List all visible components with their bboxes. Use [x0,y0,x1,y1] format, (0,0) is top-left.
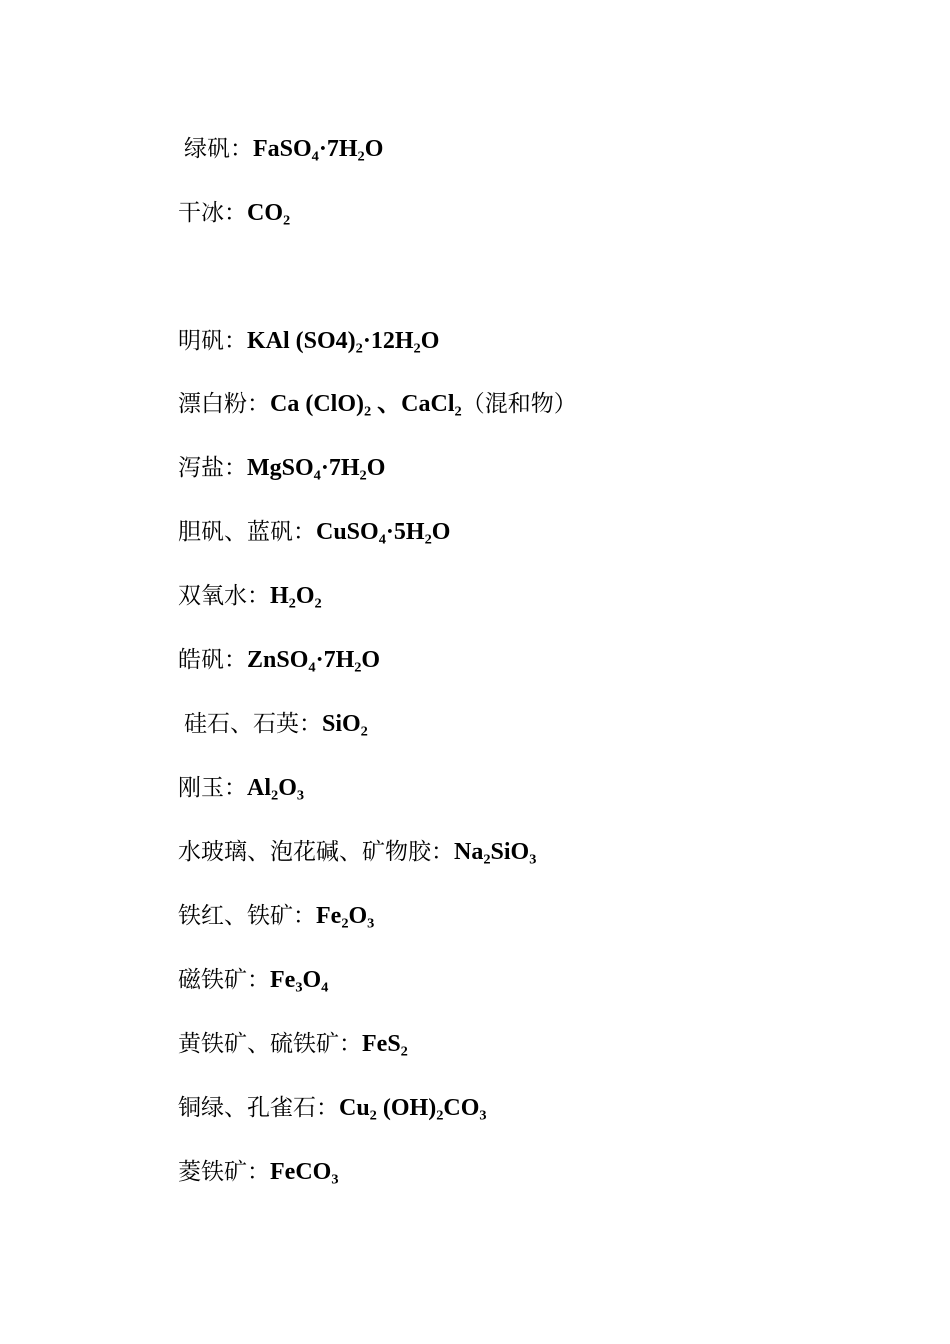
entry-name: 磁铁矿： [178,967,270,993]
entry-line [178,326,439,356]
entry-name: 铁红、铁矿： [178,903,316,929]
entry-formula: FeCO₃ [270,1159,339,1185]
entry-name: 漂白粉： [178,391,270,417]
entry-formula: Na₂SiO₃ [454,839,537,865]
entry-formula: Cu₂ (OH)₂CO₃ [339,1095,487,1121]
entry-name: 干冰： [178,200,247,226]
entry-name: 双氧水： [178,583,270,609]
entry-line [178,773,304,803]
entry-formula: CuSO₄·5H₂O [316,519,451,545]
entry-line [178,965,328,995]
entry-formula: H₂O₂ [270,583,322,609]
entry-formula: MgSO₄·7H₂O [247,455,386,481]
entry-formula: FaSO₄·7H₂O [253,136,384,162]
entry-name: 泻盐： [178,455,247,481]
entry-line [184,709,368,739]
entry-line [178,645,380,675]
entry-line [178,1157,339,1187]
entry-name: 皓矾： [178,647,247,673]
entry-name: 绿矾： [184,136,253,162]
entry-formula: KAl (SO4)₂·12H₂O [247,328,440,354]
entry-line [178,517,450,547]
entry-formula: SiO₂ [322,711,368,737]
entry-note: （混和物） [461,391,577,417]
entry-formula: Fe₃O₄ [270,967,329,993]
entry-formula: ZnSO₄·7H₂O [247,647,381,673]
entry-name: 黄铁矿、硫铁矿： [178,1031,362,1057]
entry-formula: Fe₂O₃ [316,903,375,929]
entry-formula: CO₂ [247,200,291,226]
entry-line [178,837,536,867]
entry-formula: Ca (ClO)₂ 、CaCl₂ [270,391,462,417]
entry-line [178,1093,487,1123]
entry-name: 胆矾、蓝矾： [178,519,316,545]
entry-name: 水玻璃、泡花碱、矿物胶： [178,839,454,865]
entry-line [178,198,290,228]
entry-line [178,901,374,931]
entry-line [178,389,577,419]
entry-line [184,134,383,164]
entry-name: 明矾： [178,328,247,354]
entry-formula: FeS₂ [362,1031,408,1057]
entry-name: 硅石、石英： [184,711,322,737]
entry-name: 铜绿、孔雀石： [178,1095,339,1121]
entry-line [178,1029,408,1059]
entry-name: 菱铁矿： [178,1159,270,1185]
entry-name: 刚玉： [178,775,247,801]
entry-formula: Al₂O₃ [247,775,305,801]
entry-line [178,453,385,483]
entry-line [178,581,322,611]
